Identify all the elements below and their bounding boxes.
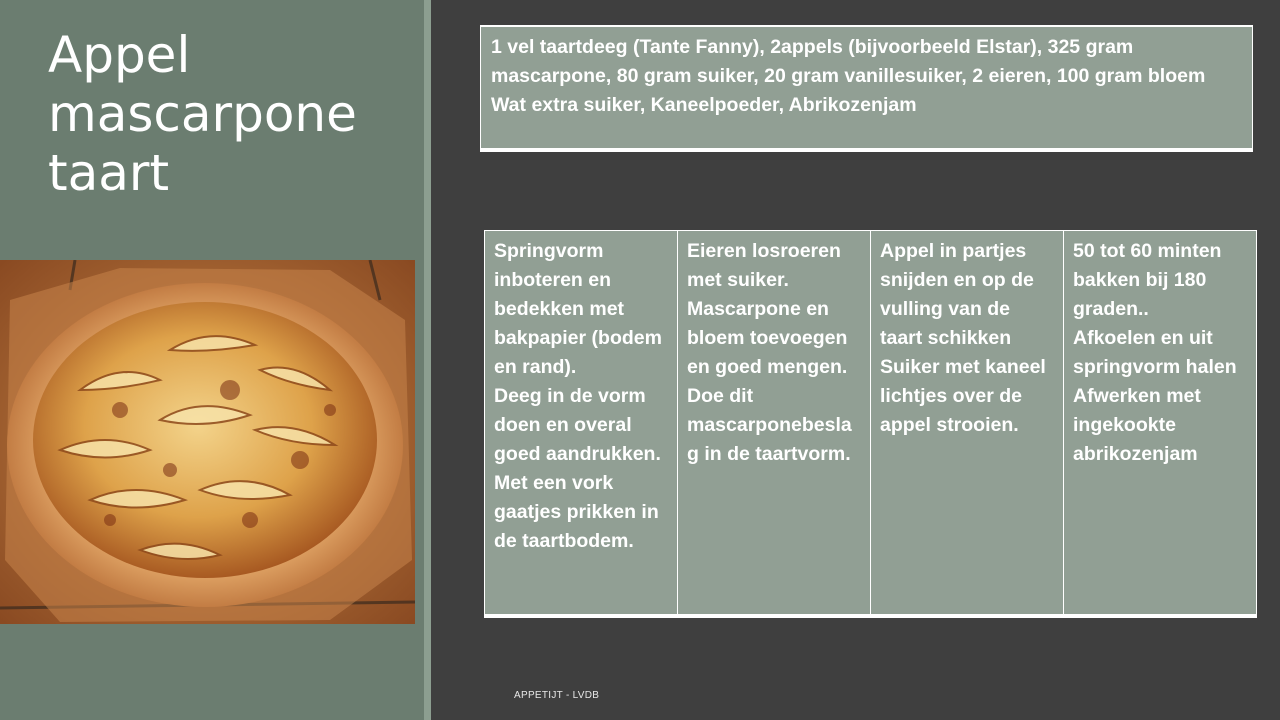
panel-divider	[424, 0, 431, 720]
step-2-line-2: Mascarpone en bloem toevoegen en goed mengen.	[687, 298, 848, 378]
step-cell-4	[1064, 231, 1257, 617]
steps-row	[485, 231, 1257, 617]
title-line-1: Appel	[48, 26, 191, 84]
step-1-line-1: Springvorm inboteren en bedekken met bakpapier (bodem en rand).	[494, 240, 662, 378]
step-2-line-3: Doe dit mascarponebeslag in de taartvorm.	[687, 385, 852, 465]
footer-text: APPETIJT - LVDB	[514, 690, 600, 701]
step-3-line-1: Appel in partjes snijden en op de vulling van de taart schikken	[880, 240, 1034, 349]
step-4-line-1: 50 tot 60 minten bakken bij 180 graden..	[1073, 240, 1222, 320]
title-line-2: mascarpone	[48, 85, 357, 143]
step-4-line-3: Afwerken met ingekookte abrikozenjam	[1073, 385, 1201, 465]
step-4-line-2: Afkoelen en uit springvorm halen	[1073, 327, 1237, 378]
tart-photo	[0, 260, 415, 624]
ingredients-box	[480, 25, 1253, 152]
step-1-line-2: Deeg in de vorm doen en overal goed aandrukken.	[494, 385, 661, 465]
step-3-line-2: Suiker met kaneel lichtjes over de appel strooien.	[880, 356, 1046, 436]
step-1-line-3: Met een vork gaatjes prikken in de taartbodem.	[494, 472, 659, 552]
title-line-3: taart	[48, 144, 170, 202]
steps-table	[484, 230, 1257, 618]
step-cell-1	[485, 231, 678, 617]
ingredients-line-2: Wat extra suiker, Kaneelpoeder, Abrikozenjam	[491, 94, 917, 116]
step-cell-2	[678, 231, 871, 617]
step-2-line-1: Eieren losroeren met suiker.	[687, 240, 841, 291]
left-panel	[0, 0, 424, 720]
slide-title	[48, 26, 408, 203]
step-cell-3	[871, 231, 1064, 617]
ingredients-line-1: 1 vel taartdeeg (Tante Fanny), 2appels (bijvoorbeeld Elstar), 325 gram mascarpone, 80 gram suiker, 20 gram vanillesuiker, 2 eieren, 100 gram bloem	[491, 36, 1206, 87]
